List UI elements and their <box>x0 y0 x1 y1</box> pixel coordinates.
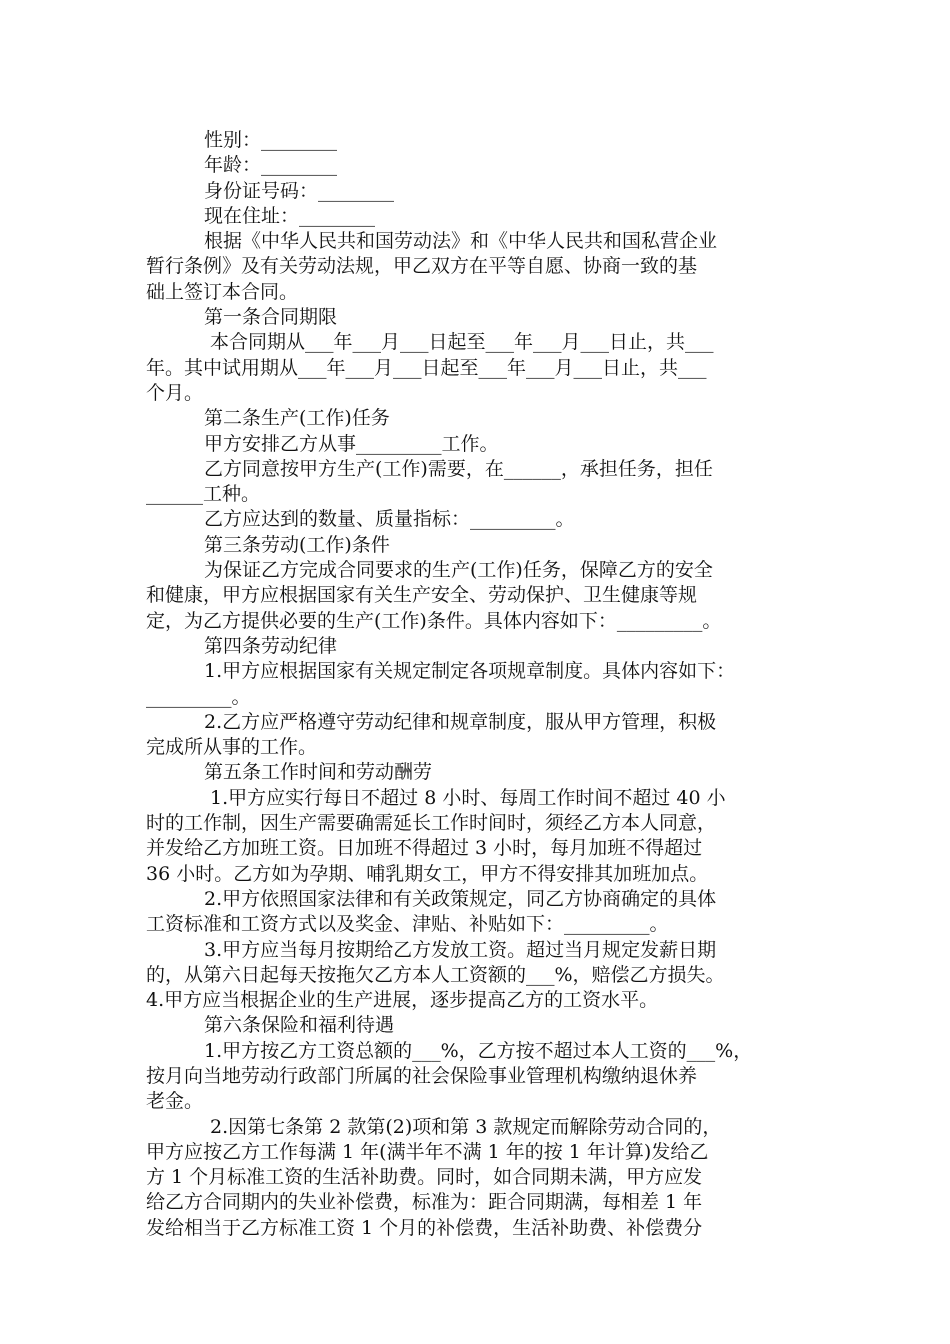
text-line: 36 小时。乙方如为孕期、哺乳期女工，甲方不得安排其加班加点。 <box>146 862 709 885</box>
text-line: 暂行条例》及有关劳动法规，甲乙双方在平等自愿、协商一致的基 <box>146 255 698 278</box>
text-line: 乙方应达到的数量、质量指标：_________。 <box>204 508 575 531</box>
text-line: 完成所从事的工作。 <box>146 736 318 759</box>
text-line: 和健康，甲方应根据国家有关生产安全、劳动保护、卫生健康等规 <box>146 584 698 607</box>
text-line: 为保证乙方完成合同要求的生产(工作)任务，保障乙方的安全 <box>204 559 713 582</box>
text-line: 按月向当地劳动行政部门所属的社会保险事业管理机构缴纳退休养 <box>146 1064 698 1087</box>
text-line: 的，从第六日起每天按拖欠乙方本人工资额的___%，赔偿乙方损失。 <box>146 963 725 986</box>
text-line: 础上签订本合同。 <box>146 280 299 303</box>
text-line: 并发给乙方加班工资。日加班不得超过 3 小时，每月加班不得超过 <box>146 837 703 860</box>
text-line: 发给相当于乙方标准工资 1 个月的补偿费，生活补助费、补偿费分 <box>146 1216 703 1239</box>
text-line: 1.甲方应根据国家有关规定制定各项规章制度。具体内容如下： <box>204 660 736 683</box>
text-line: 性别：________ <box>204 129 338 151</box>
text-line: 年龄：________ <box>204 154 338 177</box>
text-line: 本合同期从___年___月___日起至___年___月___日止，共___ <box>204 331 714 354</box>
text-line: 2.乙方应严格遵守劳动纪律和规章制度，服从甲方管理，积极 <box>204 710 717 733</box>
text-line: 老金。 <box>146 1090 204 1113</box>
text-line: 1.甲方应实行每日不超过 8 小时、每周工作时间不超过 40 小 <box>204 786 726 809</box>
text-line: 甲方安排乙方从事_________工作。 <box>204 432 499 455</box>
text-line: 根据《中华人民共和国劳动法》和《中华人民共和国私营企业 <box>204 230 718 253</box>
text-line: 第四条劳动纪律 <box>204 634 338 657</box>
text-line: 3.甲方应当每月按期给乙方发放工资。超过当月规定发薪日期 <box>204 938 717 961</box>
text-line: 甲方应按乙方工作每满 1 年(满半年不满 1 年的按 1 年计算)发给乙 <box>146 1140 709 1163</box>
contract-document-body <box>146 128 810 1241</box>
text-line: 乙方同意按甲方生产(工作)需要，在______，承担任务，担任 <box>204 457 713 480</box>
text-line: 第五条工作时间和劳动酬劳 <box>204 761 433 784</box>
text-line: 4.甲方应当根据企业的生产进展，逐步提高乙方的工资水平。 <box>146 989 659 1012</box>
text-line: 定，为乙方提供必要的生产(工作)条件。具体内容如下：_________。 <box>146 609 722 632</box>
text-line: 个月。 <box>146 381 204 404</box>
text-line: 身份证号码：________ <box>204 179 395 202</box>
text-line: 2.甲方依照国家法律和有关政策规定，同乙方协商确定的具体 <box>204 887 717 910</box>
text-line: 第二条生产(工作)任务 <box>204 407 390 430</box>
text-line: _________。 <box>146 685 251 708</box>
text-line: 第六条保险和福利待遇 <box>204 1014 395 1037</box>
text-line: 第三条劳动(工作)条件 <box>204 533 390 556</box>
text-line: 工资标准和工资方式以及奖金、津贴、补贴如下：_________。 <box>146 913 669 936</box>
text-line: 1.甲方按乙方工资总额的___%，乙方按不超过本人工资的___%， <box>204 1039 753 1062</box>
text-line: 2.因第七条第 2 款第(2)项和第 3 款规定而解除劳动合同的， <box>204 1115 722 1138</box>
text-line: 方 1 个月标准工资的生活补助费。同时，如合同期未满，甲方应发 <box>146 1166 703 1189</box>
text-line: 年。其中试用期从___年___月___日起至___年___月___日止，共___ <box>146 356 707 379</box>
text-line: 时的工作制，因生产需要确需延长工作时间时，须经乙方本人同意， <box>146 812 717 835</box>
text-line: 现在住址：________ <box>204 204 376 227</box>
text-line: ______工种。 <box>146 483 261 506</box>
text-line: 第一条合同期限 <box>204 306 338 329</box>
text-line: 给乙方合同期内的失业补偿费，标准为：距合同期满，每相差 1 年 <box>146 1191 703 1214</box>
